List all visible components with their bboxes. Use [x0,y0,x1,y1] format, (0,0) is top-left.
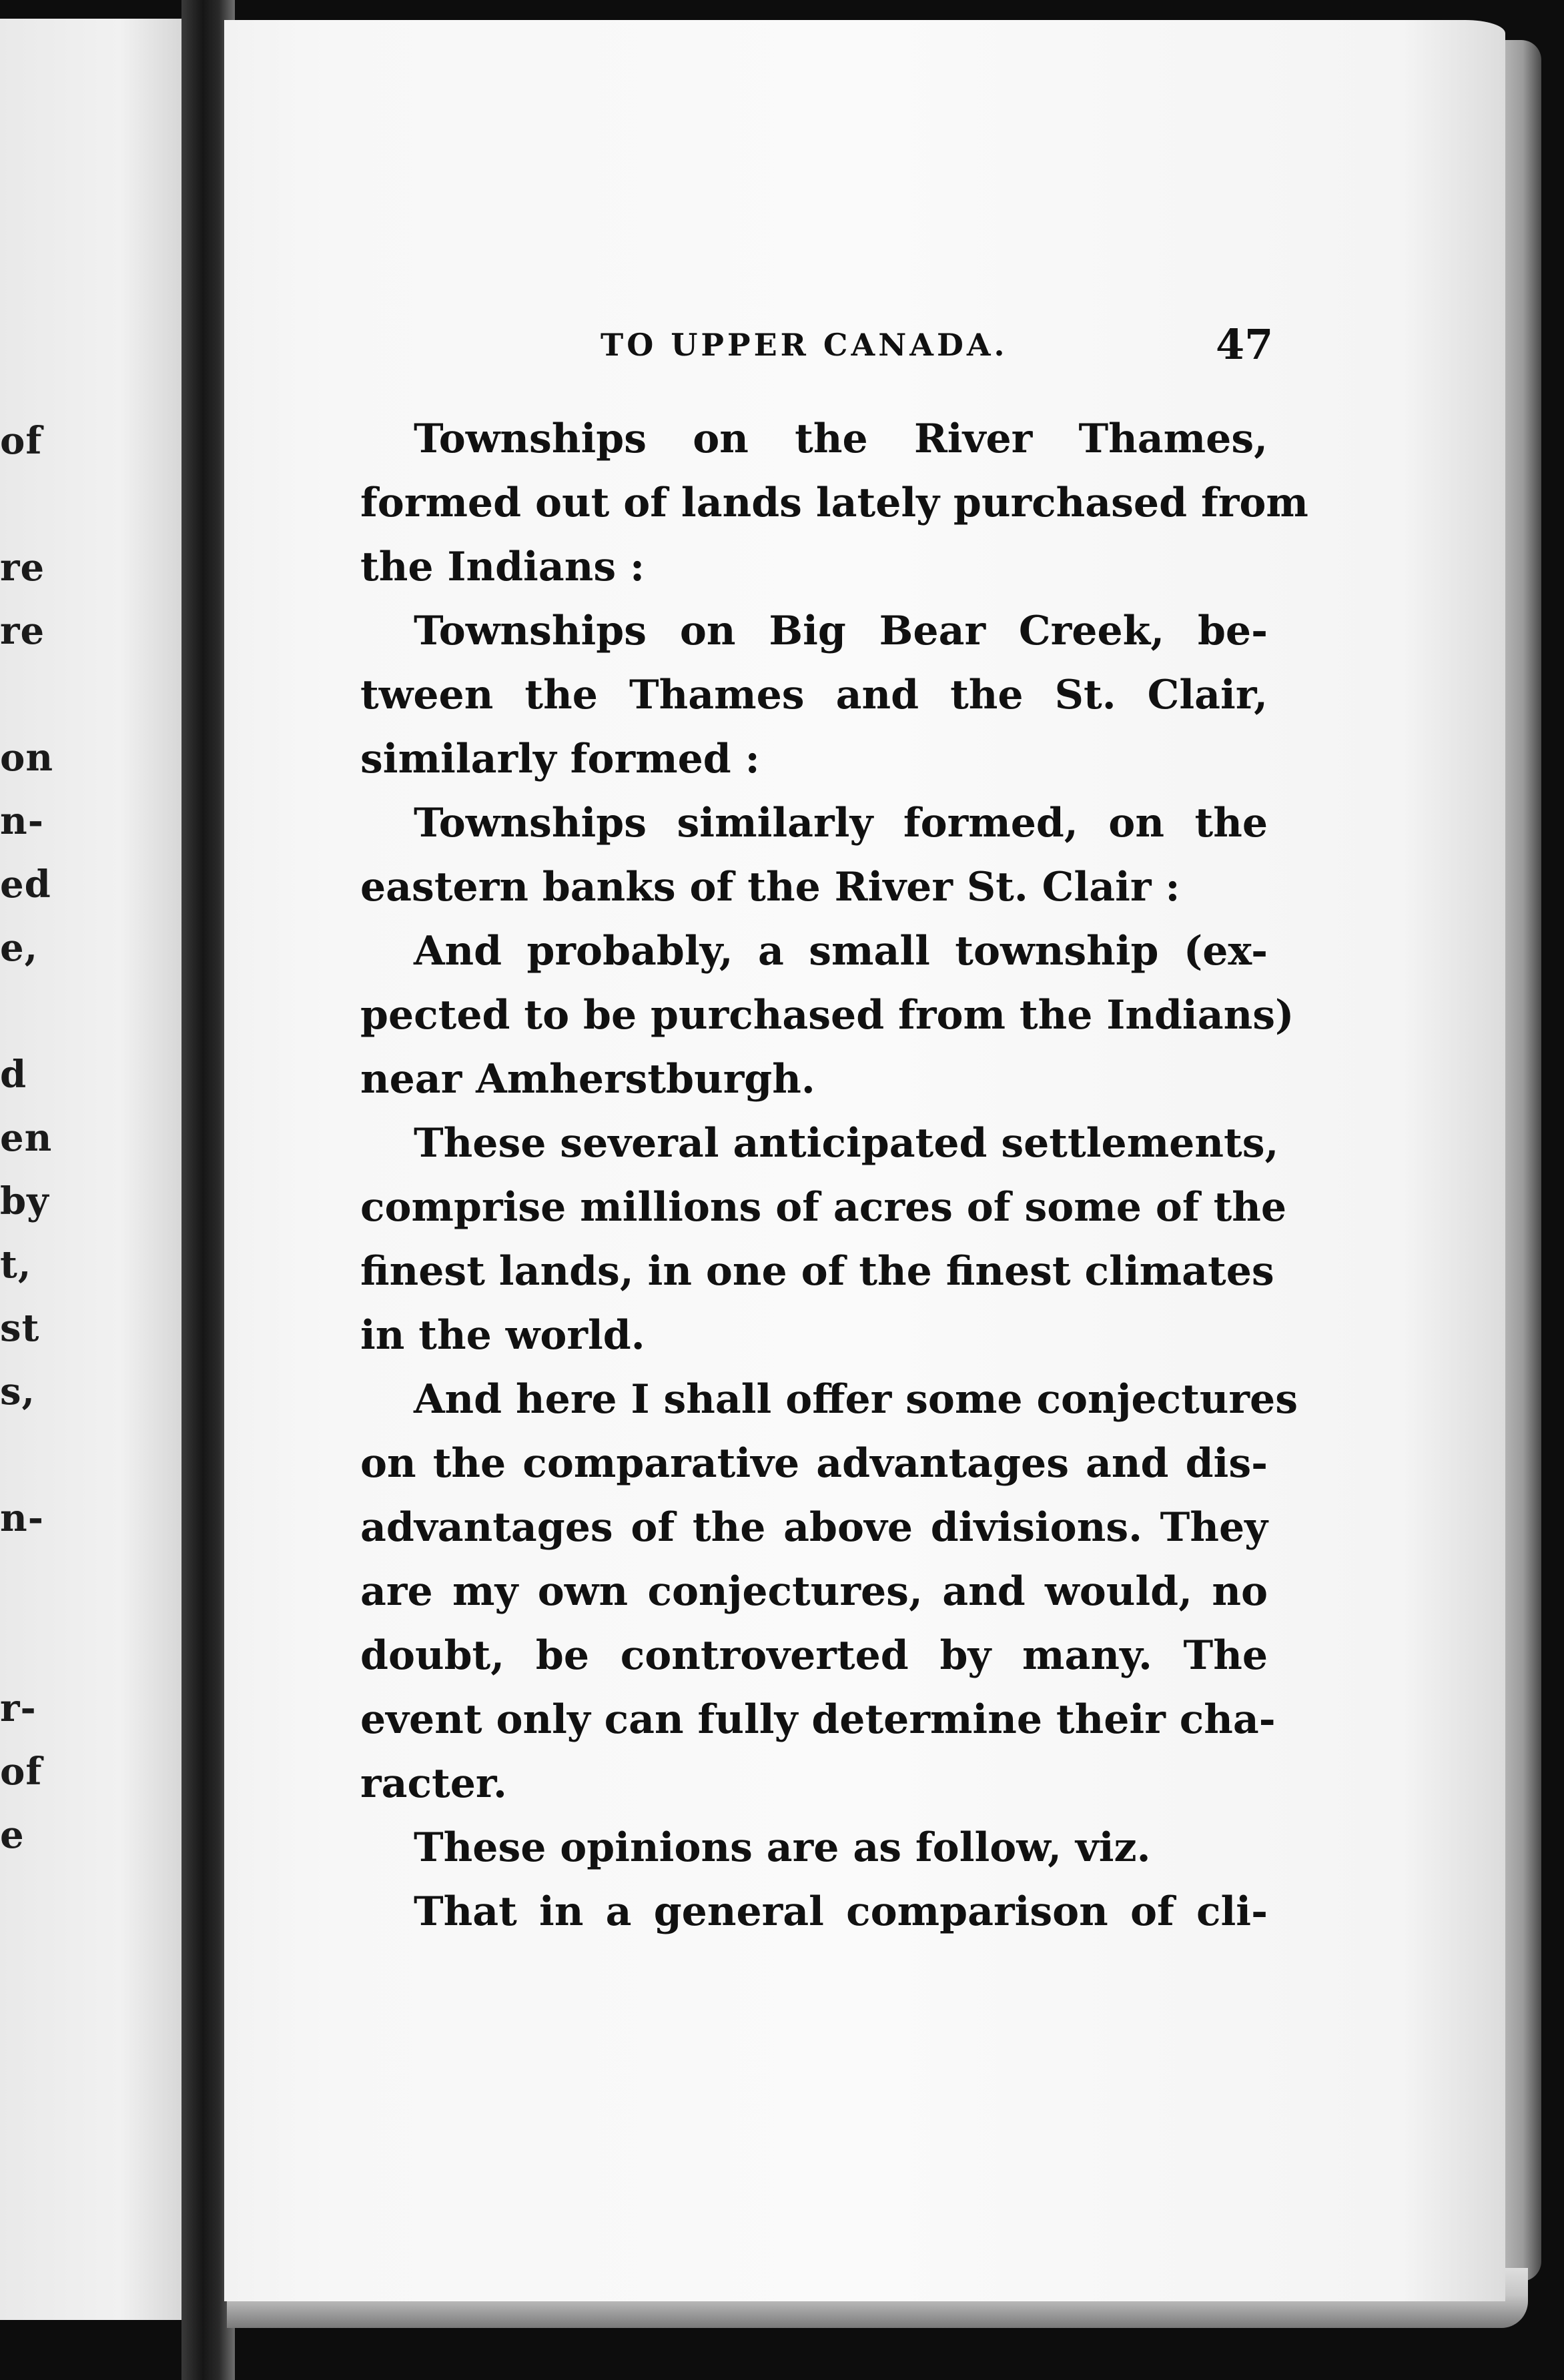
paragraph [360,1111,1287,1367]
text-line: And probably, a small township (ex- [414,928,1268,975]
text-line: on the comparative advantages and dis- [360,1440,1268,1487]
text-line: eastern banks of the River St. Clair : [360,864,1180,911]
previous-page-fragment: en [0,1116,53,1160]
previous-page-fragment: t, [0,1243,32,1287]
text-line: doubt, be controverted by many. The [360,1632,1268,1679]
previous-page-fragment: e, [0,926,39,970]
previous-page-fragment: st [0,1306,40,1350]
previous-page-fragment: n- [0,799,44,843]
previous-page-fragment: ed [0,862,51,907]
body-text [360,407,1308,1944]
text-line: That in a general comparison of cli- [414,1888,1268,1935]
text-line: Townships similarly formed, on the [414,800,1268,846]
page-header [601,320,1274,374]
text-line: These several anticipated settlements, [414,1120,1279,1167]
page-number: 47 [1216,320,1274,369]
text-line: Townships on Big Bear Creek, be- [414,608,1268,654]
text-line: tween the Thames and the St. Clair, [360,672,1268,718]
text-line: event only can fully determine their cha- [360,1696,1276,1743]
text-line: racter. [360,1760,507,1807]
previous-page-fragment: r- [0,1686,37,1730]
text-line: formed out of lands lately purchased from [360,480,1308,526]
text-line: comprise millions of acres of some of the [360,1184,1287,1231]
paragraph [360,1816,1268,1880]
text-line: finest lands, in one of the finest climates [360,1248,1274,1295]
previous-page-fragment: re [0,609,45,653]
paragraph [360,599,1268,791]
previous-page-edge [0,19,200,2320]
text-line: similarly formed : [360,736,760,782]
previous-page-fragment: e [0,1813,25,1857]
paragraph [360,407,1308,599]
text-line: pected to be purchased from the Indians) [360,992,1294,1039]
previous-page-fragment: of [0,419,43,463]
previous-page-fragment: s, [0,1369,36,1413]
previous-page-fragment: of [0,1750,43,1794]
running-head: TO UPPER CANADA. [601,327,1008,363]
text-line: the Indians : [360,544,645,590]
text-line: These opinions are as follow, viz. [414,1824,1151,1871]
paragraph [360,791,1268,919]
previous-page-fragment: re [0,546,45,590]
text-line: are my own conjectures, and would, no [360,1568,1268,1615]
text-line: And here I shall offer some conjectures [414,1376,1298,1423]
previous-page-fragment: d [0,1053,27,1097]
text-line: near Amherstburgh. [360,1056,815,1103]
paragraph [360,1880,1268,1944]
paragraph [360,1367,1298,1816]
text-line: in the world. [360,1312,645,1359]
previous-page-fragment: on [0,736,54,780]
previous-page-fragment: n- [0,1496,44,1540]
text-line: advantages of the above divisions. They [360,1504,1268,1551]
previous-page-fragment: by [0,1179,49,1223]
paragraph [360,919,1294,1111]
text-line: Townships on the River Thames, [414,416,1268,462]
